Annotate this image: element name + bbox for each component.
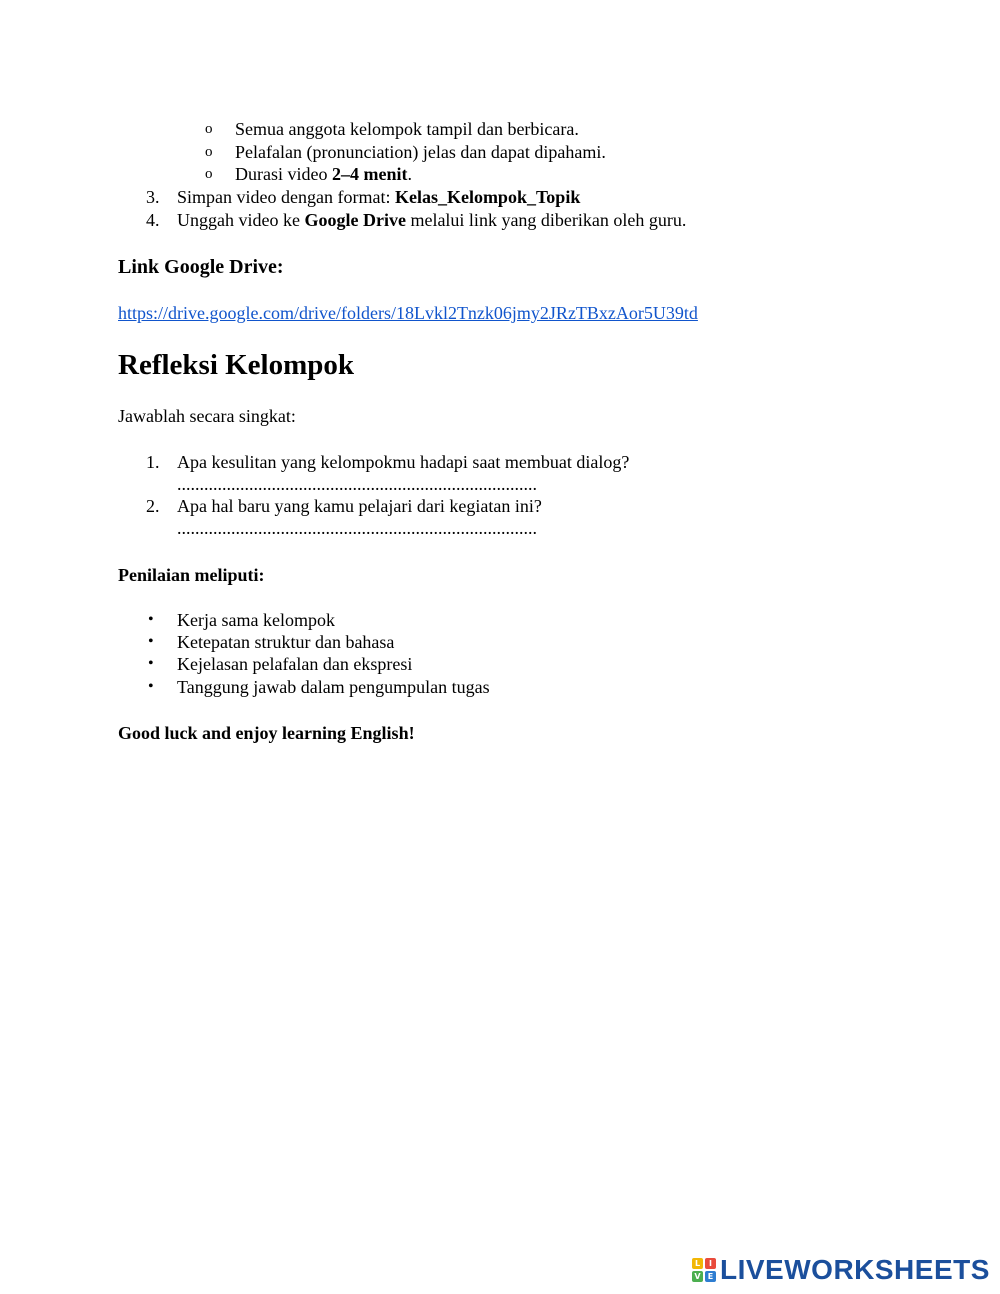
sub-bullet-marker: o — [205, 144, 213, 160]
bullet-marker: • — [148, 611, 154, 628]
duration-prefix: Durasi video — [235, 164, 332, 184]
step-4-bold: Google Drive — [304, 210, 406, 230]
step-3-number: 3. — [146, 187, 160, 207]
answer-line-1[interactable]: ................................................................................ — [177, 474, 537, 494]
link-heading: Link Google Drive: — [118, 256, 284, 278]
step-3 — [177, 186, 580, 208]
question-2-number: 2. — [146, 496, 160, 516]
assessment-heading: Penilaian meliputi: — [118, 565, 265, 585]
logo-letter-l: L — [692, 1258, 703, 1269]
step-4 — [177, 209, 686, 231]
assessment-item-1: Kerja sama kelompok — [177, 610, 335, 630]
question-2: Apa hal baru yang kamu pelajari dari kegiatan ini? — [177, 496, 542, 516]
logo-letter-v: V — [692, 1271, 703, 1282]
assessment-item-3: Kejelasan pelafalan dan ekspresi — [177, 654, 413, 674]
step-3-format: Kelas_Kelompok_Topik — [394, 187, 581, 207]
logo-letter-e: E — [705, 1271, 716, 1282]
logo-letter-i: I — [705, 1258, 716, 1269]
step-4-text: Unggah video ke — [177, 210, 305, 230]
liveworksheets-logo — [692, 1255, 990, 1285]
step-4-number: 4. — [146, 210, 160, 230]
reflection-intro: Jawablah secara singkat: — [118, 406, 296, 426]
logo-grid-icon — [692, 1258, 716, 1282]
sub-bullet-marker: o — [205, 121, 213, 137]
question-1-number: 1. — [146, 452, 160, 472]
assessment-item-2: Ketepatan struktur dan bahasa — [177, 632, 395, 652]
sub-bullet-duration — [235, 163, 412, 185]
closing-text: Good luck and enjoy learning English! — [118, 723, 415, 743]
step-4-suffix: melalui link yang diberikan oleh guru. — [405, 210, 687, 230]
question-1: Apa kesulitan yang kelompokmu hadapi saat membuat dialog? — [177, 452, 630, 472]
duration-bold: 2–4 menit — [331, 164, 408, 184]
assessment-item-4: Tanggung jawab dalam pengumpulan tugas — [177, 677, 490, 697]
google-drive-link[interactable]: https://drive.google.com/drive/folders/18Lvkl2Tnzk06jmy2JRzTBxzAor5U39td — [118, 303, 698, 323]
step-3-text: Simpan video dengan format: — [177, 187, 395, 207]
bullet-marker: • — [148, 655, 154, 672]
duration-suffix: . — [407, 164, 412, 184]
sub-bullet-2: Pelafalan (pronunciation) jelas dan dapat dipahami. — [235, 142, 606, 162]
sub-bullet-marker: o — [205, 166, 213, 182]
answer-line-2[interactable]: ................................................................................ — [177, 518, 537, 538]
reflection-title: Refleksi Kelompok — [118, 349, 355, 381]
logo-text: LIVEWORKSHEETS — [720, 1254, 990, 1285]
sub-bullet-1: Semua anggota kelompok tampil dan berbicara. — [235, 119, 579, 139]
bullet-marker: • — [148, 633, 154, 650]
bullet-marker: • — [148, 678, 154, 695]
